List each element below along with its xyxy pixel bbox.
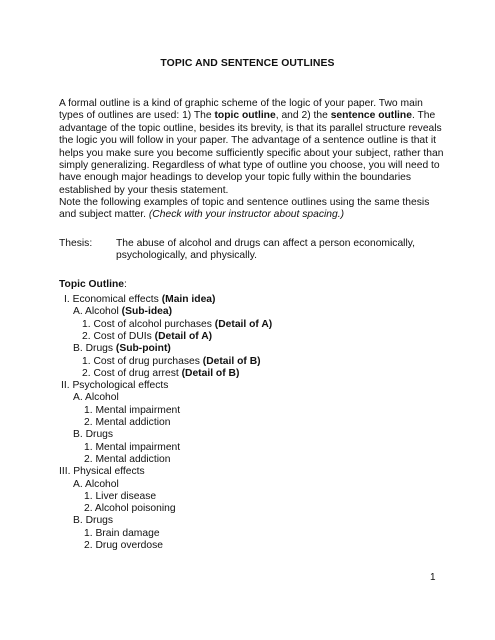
thesis-text: The abuse of alcohol and drugs can affect a person economically, psychologically, and physically.: [116, 238, 415, 262]
outline-item: 1. Liver disease: [84, 490, 157, 502]
note-text: Note the following examples of topic and sentence outlines using the same thesis and subject matter.: [59, 197, 430, 221]
note-italic: (Check with your instructor about spacing.): [148, 209, 345, 221]
thesis-label: Thesis:: [59, 238, 93, 249]
topic-outline-heading: [59, 279, 127, 290]
outline-item: 1. Mental impairment: [84, 404, 181, 416]
outline-item: 1. Brain damage: [84, 527, 160, 539]
page-title: TOPIC AND SENTENCE OUTLINES: [160, 58, 335, 69]
outline-item: 2. Cost of drug arrest (Detail of B): [82, 367, 240, 379]
outline-item: 1. Cost of drug purchases (Detail of B): [82, 355, 261, 367]
intro-text-2: , and 2) the: [275, 110, 331, 122]
outline-item: B. Drugs: [73, 515, 114, 527]
intro-paragraph: [59, 98, 444, 197]
outline-item: III. Physical effects: [59, 466, 145, 478]
outline-item: A. Alcohol (Sub-idea): [73, 306, 172, 318]
outline-item: 1. Cost of alcohol purchases (Detail of A): [82, 318, 273, 330]
outline-item: 2. Drug overdose: [84, 540, 163, 551]
topic-outline-colon: :: [124, 279, 127, 290]
outline-item: 2. Mental addiction: [84, 417, 171, 428]
outline-item: 2. Mental addiction: [84, 453, 171, 465]
intro-bold-topic-outline: topic outline: [214, 110, 276, 122]
intro-text-3: . The advantage of the topic outline, besides its brevity, is that its parallel structure reveals the logic you will follow in your paper. The advantage of a sentence outline is that it helps you make sure you become sufficiently specific about your subject, rather than simply generalizing. Regardless of what type of outline you choose, you will need to have enough major headings to develop your topic fully within the boundaries established by your thesis statement.: [59, 110, 444, 196]
outline-item: A. Alcohol: [73, 392, 119, 404]
outline-item: 1. Mental impairment: [84, 441, 181, 453]
outline-item: 2. Alcohol poisoning: [84, 503, 176, 515]
outline-item: 2. Cost of DUIs (Detail of A): [82, 330, 213, 342]
topic-outline-label: Topic Outline: [59, 279, 125, 290]
outline-item: B. Drugs (Sub-point): [73, 343, 171, 355]
outline-item: I. Economical effects (Main idea): [64, 294, 216, 305]
intro-text-1: A formal outline is a kind of graphic scheme of the logic of your paper. Two main types of outlines are used: 1) The: [59, 98, 423, 122]
outline-item: II. Psychological effects: [61, 380, 169, 392]
page-number: 1: [430, 572, 436, 583]
outline-item: A. Alcohol: [73, 478, 119, 490]
intro-bold-sentence-outline: sentence outline: [330, 110, 412, 122]
outline-item: B. Drugs: [73, 429, 114, 441]
note-paragraph: [59, 197, 444, 222]
